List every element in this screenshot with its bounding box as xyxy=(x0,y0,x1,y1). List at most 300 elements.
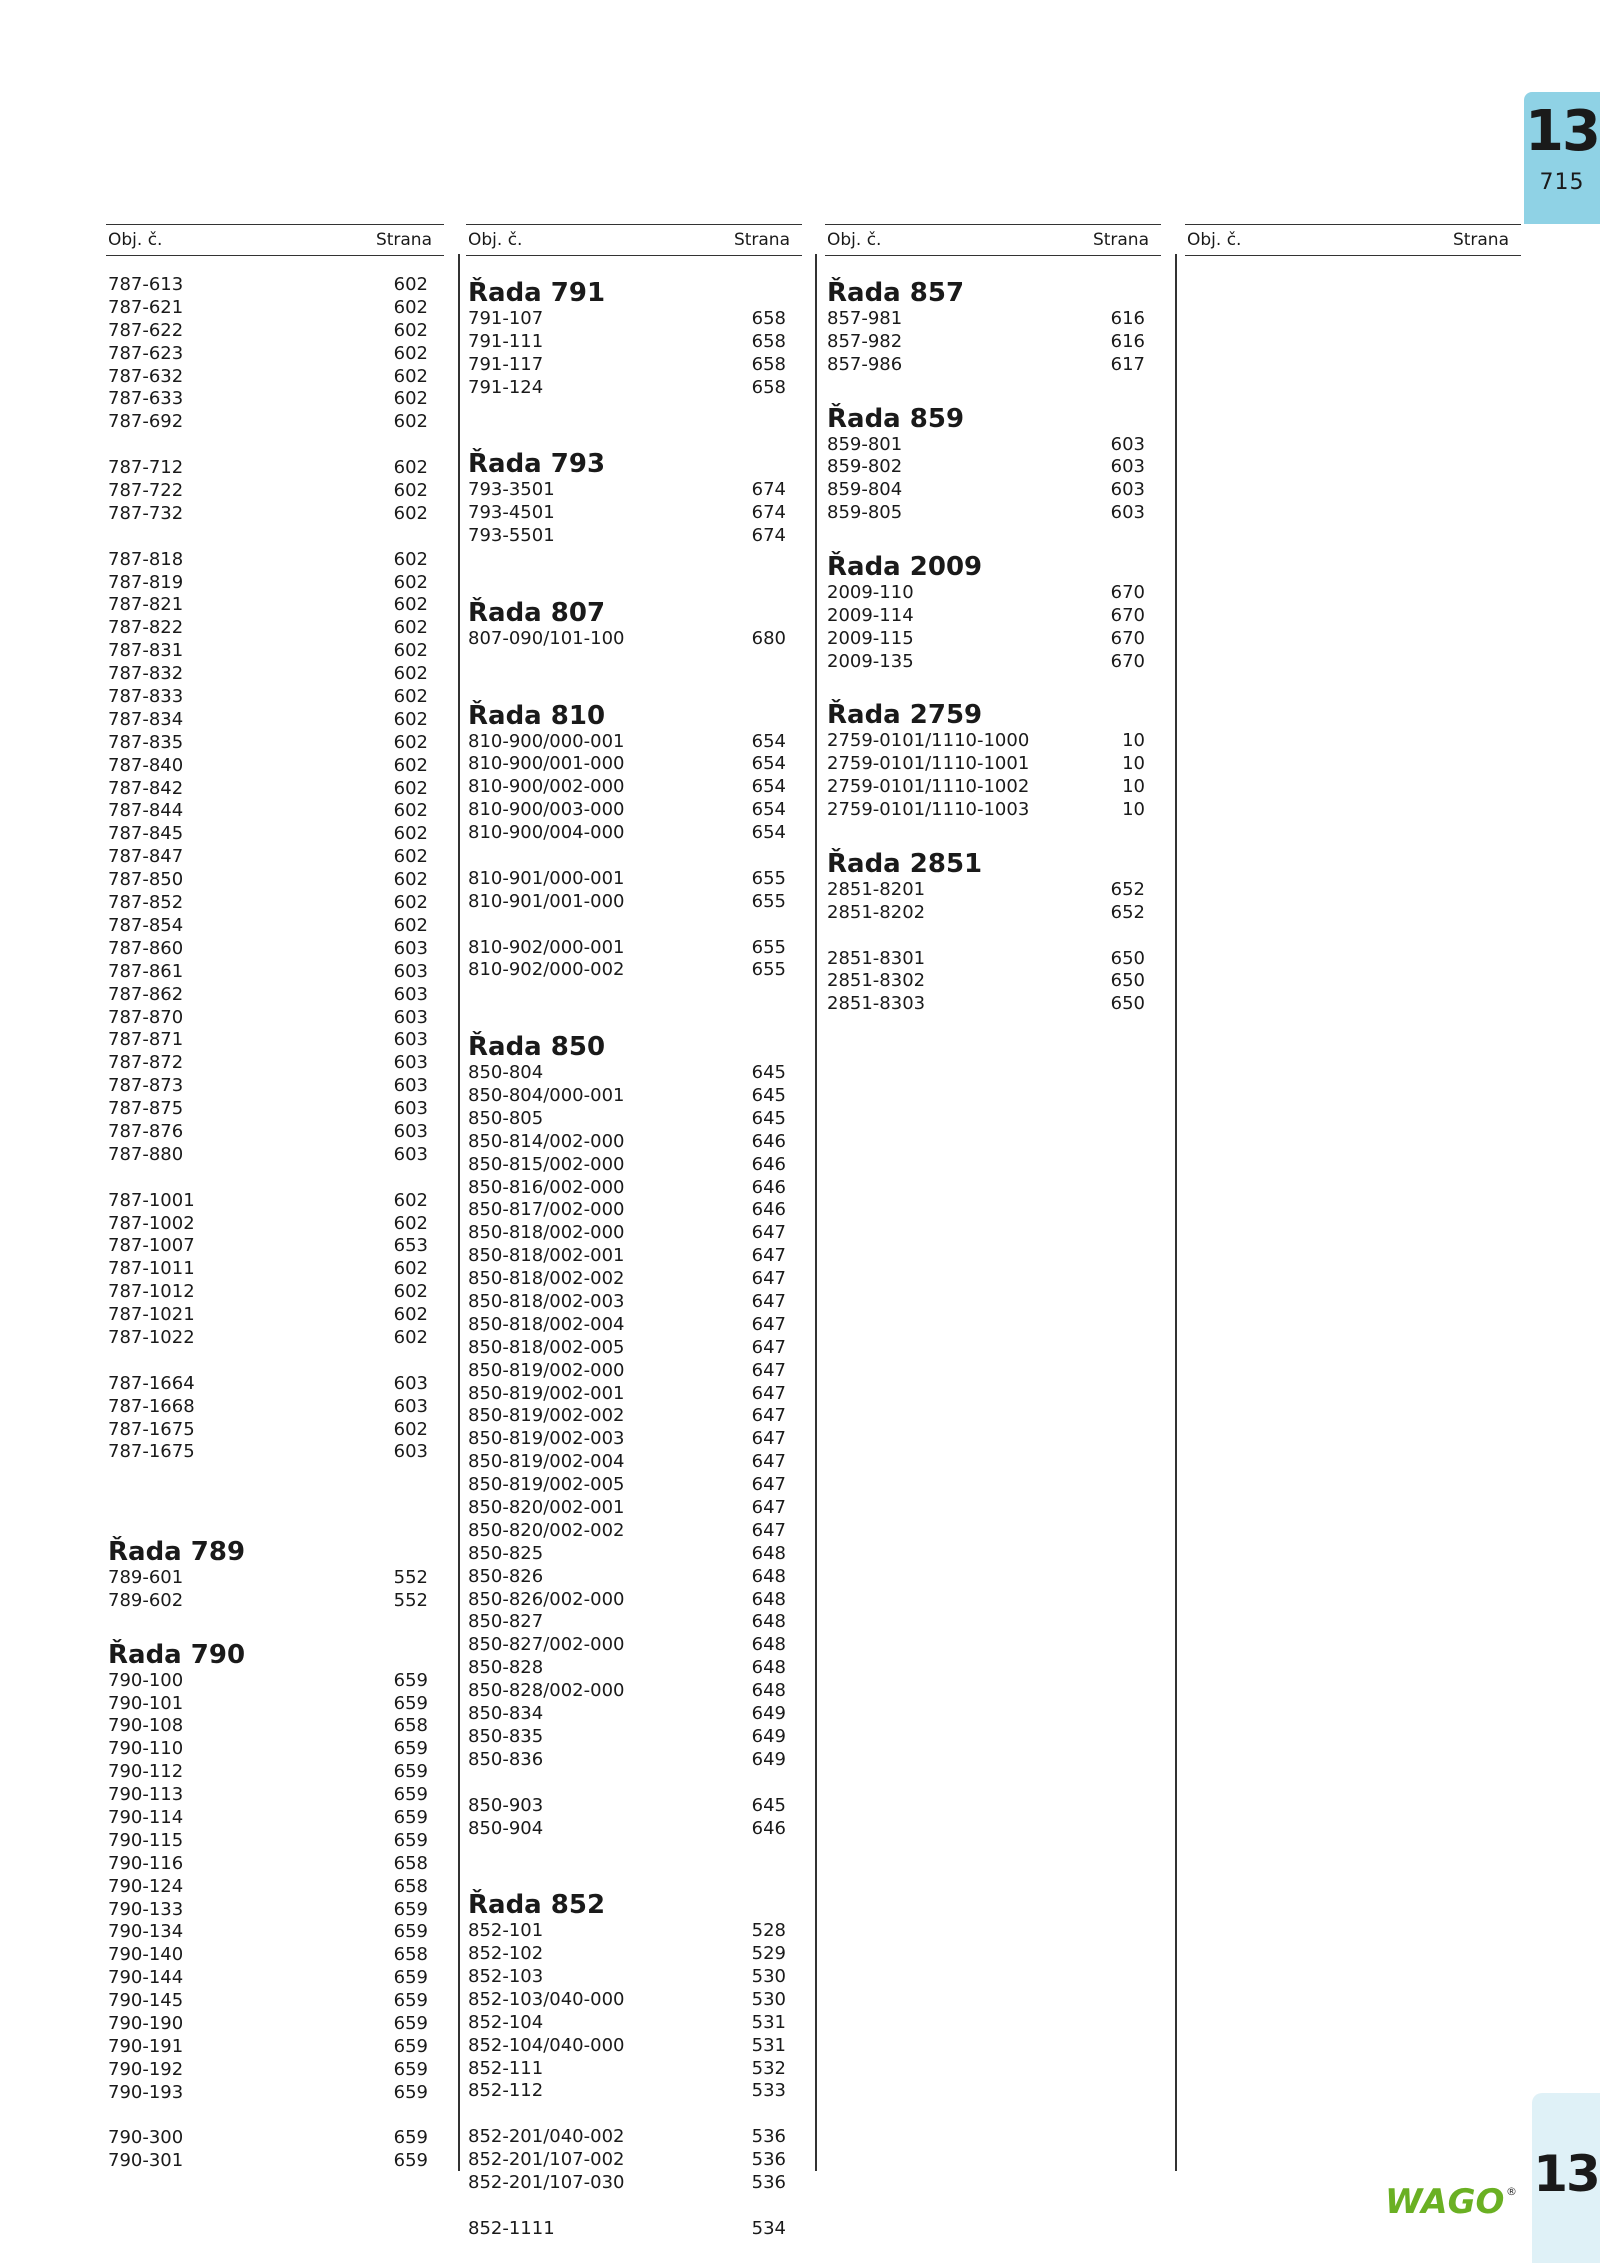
page-ref: 602 xyxy=(393,365,428,387)
index-row xyxy=(106,709,444,732)
block-gap xyxy=(825,525,1161,548)
order-code: 787-854 xyxy=(108,914,184,936)
index-row xyxy=(106,1396,444,1419)
page-ref: 649 xyxy=(751,1725,786,1747)
page-ref: 658 xyxy=(393,1852,428,1874)
code-header: Obj. č. xyxy=(108,230,163,250)
index-row xyxy=(825,308,1161,331)
code-header: Obj. č. xyxy=(468,230,523,250)
order-code: 850-825 xyxy=(468,1542,544,1564)
index-row xyxy=(825,605,1161,628)
index-row xyxy=(466,2058,802,2081)
page-ref: 536 xyxy=(751,2126,786,2148)
page-ref: 602 xyxy=(393,640,428,662)
page-ref: 602 xyxy=(393,457,428,479)
page-ref: 647 xyxy=(751,1519,786,1541)
page-ref: 659 xyxy=(393,2058,428,2080)
page-ref: 602 xyxy=(393,754,428,776)
page-ref: 602 xyxy=(393,388,428,410)
page-ref: 647 xyxy=(751,1222,786,1244)
page-ref: 602 xyxy=(393,914,428,936)
page-ref: 602 xyxy=(393,296,428,318)
order-code: 790-108 xyxy=(108,1715,184,1737)
order-code: 850-804/000-001 xyxy=(468,1085,625,1106)
order-code: 850-819/002-004 xyxy=(468,1451,625,1473)
order-code: 859-804 xyxy=(827,479,903,501)
series-heading: Řada 852 xyxy=(468,1890,606,1921)
order-code: 790-191 xyxy=(108,2035,184,2057)
page-ref: 645 xyxy=(751,1062,786,1084)
index-row xyxy=(466,1680,802,1703)
index-row xyxy=(106,663,444,686)
order-code: 850-836 xyxy=(468,1748,544,1770)
page-ref: 654 xyxy=(751,776,786,798)
order-code: 787-822 xyxy=(108,617,184,639)
block-gap xyxy=(825,377,1161,400)
wago-logo xyxy=(1385,2182,1517,2222)
page-ref: 534 xyxy=(751,2217,786,2239)
order-code: 787-622 xyxy=(108,319,184,341)
page-ref: 616 xyxy=(1110,308,1145,329)
index-row xyxy=(106,961,444,984)
index-row xyxy=(466,1268,802,1291)
page-ref: 654 xyxy=(751,799,786,821)
index-row xyxy=(106,1052,444,1075)
column-divider xyxy=(1175,254,1177,2171)
index-row xyxy=(466,308,802,331)
order-code: 810-901/001-000 xyxy=(468,890,625,912)
page-ref: 603 xyxy=(393,960,428,982)
order-code: 790-116 xyxy=(108,1852,184,1874)
page-ref: 602 xyxy=(393,1326,428,1348)
wago-logo-graphic xyxy=(1385,2182,1517,2222)
order-code: 790-301 xyxy=(108,2150,184,2172)
index-row xyxy=(825,993,1161,1016)
page-ref: 659 xyxy=(393,1967,428,1989)
index-row xyxy=(106,984,444,1007)
order-code: 852-1111 xyxy=(468,2217,555,2239)
order-code: 850-904 xyxy=(468,1817,544,1839)
index-row xyxy=(106,366,444,389)
page-ref: 530 xyxy=(751,1965,786,1987)
index-row xyxy=(825,479,1161,502)
index-row xyxy=(106,2036,444,2059)
order-code: 787-818 xyxy=(108,548,184,570)
order-code: 787-1022 xyxy=(108,1326,195,1348)
order-code: 850-818/002-001 xyxy=(468,1245,625,1267)
page-ref: 650 xyxy=(1110,993,1145,1015)
index-row xyxy=(106,1327,444,1350)
page-ref: 647 xyxy=(751,1405,786,1427)
index-row xyxy=(466,331,802,354)
series-heading: Řada 793 xyxy=(468,449,606,480)
page-ref: 650 xyxy=(1110,970,1145,992)
order-code: 810-901/000-001 xyxy=(468,867,625,889)
page-number: 715 xyxy=(1539,170,1585,195)
index-row xyxy=(466,1405,802,1428)
block-gap xyxy=(106,1464,444,1533)
column-header xyxy=(466,224,802,256)
order-code: 850-819/002-002 xyxy=(468,1405,625,1427)
order-code: 850-818/002-005 xyxy=(468,1336,625,1358)
order-code: 790-192 xyxy=(108,2058,184,2080)
order-code: 810-900/001-000 xyxy=(468,753,625,775)
index-row xyxy=(466,1474,802,1497)
index-row xyxy=(106,1807,444,1830)
index-row xyxy=(106,1098,444,1121)
page-ref: 646 xyxy=(751,1130,786,1152)
order-code: 850-816/002-000 xyxy=(468,1176,625,1198)
order-code: 790-124 xyxy=(108,1875,184,1897)
order-code: 790-193 xyxy=(108,2081,184,2103)
page-ref: 659 xyxy=(393,1921,428,1943)
page-ref: 528 xyxy=(751,1920,786,1942)
index-row xyxy=(106,594,444,617)
page-header: Strana xyxy=(375,230,432,250)
page-ref: 602 xyxy=(393,823,428,845)
page-ref: 659 xyxy=(393,2035,428,2057)
column-header xyxy=(1185,224,1521,256)
page-ref: 602 xyxy=(393,274,428,295)
page-ref: 654 xyxy=(751,730,786,752)
index-row xyxy=(466,2080,802,2103)
index-row xyxy=(106,1190,444,1213)
column-body xyxy=(1185,256,1521,274)
page-ref: 647 xyxy=(751,1359,786,1381)
index-row xyxy=(466,959,802,982)
page-ref: 530 xyxy=(751,1988,786,2010)
index-row xyxy=(106,1853,444,1876)
column-body xyxy=(825,256,1161,1016)
order-code: 787-847 xyxy=(108,846,184,868)
block-gap xyxy=(466,548,802,594)
page-ref: 602 xyxy=(393,411,428,433)
order-code: 787-1675 xyxy=(108,1441,195,1463)
index-row xyxy=(466,1818,802,1841)
page-header: Strana xyxy=(1092,230,1149,250)
order-code: 789-601 xyxy=(108,1567,184,1588)
index-row xyxy=(825,434,1161,457)
index-row xyxy=(106,617,444,640)
page-ref: 603 xyxy=(393,983,428,1005)
index-row xyxy=(106,1738,444,1761)
order-code: 787-623 xyxy=(108,342,184,364)
page-ref: 674 xyxy=(751,479,786,501)
index-row xyxy=(825,502,1161,525)
page-header: Strana xyxy=(1452,230,1509,250)
order-code: 857-981 xyxy=(827,308,903,329)
order-code: 790-134 xyxy=(108,1921,184,1943)
order-code: 852-101 xyxy=(468,1920,544,1942)
order-code: 850-819/002-003 xyxy=(468,1428,625,1450)
index-row xyxy=(106,1990,444,2013)
index-row xyxy=(466,1966,802,1989)
page-ref: 603 xyxy=(393,1098,428,1120)
block-gap xyxy=(466,651,802,697)
index-row xyxy=(466,822,802,845)
page-ref: 617 xyxy=(1110,353,1145,375)
page-ref: 603 xyxy=(393,1006,428,1028)
chapter-number-bottom: 13 xyxy=(1533,2145,1599,2203)
page-ref: 658 xyxy=(393,1875,428,1897)
order-code: 790-110 xyxy=(108,1738,184,1760)
index-row xyxy=(466,1943,802,1966)
series-heading: Řada 810 xyxy=(468,700,606,731)
order-code: 2851-8301 xyxy=(827,947,926,969)
index-row xyxy=(106,1830,444,1853)
page-ref: 648 xyxy=(751,1588,786,1610)
order-code: 852-103/040-000 xyxy=(468,1988,625,2010)
order-code: 787-870 xyxy=(108,1006,184,1028)
page-ref: 602 xyxy=(393,594,428,616)
page-ref: 532 xyxy=(751,2057,786,2079)
index-row xyxy=(106,343,444,366)
index-row xyxy=(466,1543,802,1566)
page-ref: 670 xyxy=(1110,582,1145,604)
index-row xyxy=(825,628,1161,651)
index-row xyxy=(466,1337,802,1360)
column-header xyxy=(106,224,444,256)
index-row xyxy=(106,778,444,801)
page-ref: 603 xyxy=(1110,433,1145,455)
page-ref: 658 xyxy=(751,376,786,398)
index-row xyxy=(106,1121,444,1144)
block-gap xyxy=(106,1613,444,1636)
page-ref: 602 xyxy=(393,663,428,685)
order-code: 850-817/002-000 xyxy=(468,1199,625,1221)
order-code: 790-100 xyxy=(108,1669,184,1691)
order-code: 810-902/000-001 xyxy=(468,936,625,958)
order-code: 857-982 xyxy=(827,330,903,352)
page-ref: 10 xyxy=(1122,730,1145,752)
page-ref: 602 xyxy=(393,800,428,822)
page-ref: 655 xyxy=(751,867,786,889)
order-code: 790-101 xyxy=(108,1692,184,1714)
order-code: 793-3501 xyxy=(468,479,555,501)
index-row xyxy=(466,1314,802,1337)
index-row xyxy=(466,1245,802,1268)
index-row xyxy=(466,2012,802,2035)
order-code: 850-818/002-000 xyxy=(468,1222,625,1244)
page-ref: 648 xyxy=(751,1634,786,1656)
index-column-1 xyxy=(106,224,444,2173)
page-ref: 646 xyxy=(751,1199,786,1221)
order-code: 793-4501 xyxy=(468,502,555,524)
index-row xyxy=(466,1749,802,1772)
page-ref: 602 xyxy=(393,708,428,730)
order-code: 850-818/002-002 xyxy=(468,1268,625,1290)
index-row xyxy=(466,753,802,776)
index-row xyxy=(106,2082,444,2105)
order-code: 852-111 xyxy=(468,2057,544,2079)
index-row xyxy=(106,1876,444,1899)
page-ref: 602 xyxy=(393,892,428,914)
index-row xyxy=(106,1304,444,1327)
page-ref: 602 xyxy=(393,1281,428,1303)
page-ref: 648 xyxy=(751,1611,786,1633)
page-ref: 647 xyxy=(751,1313,786,1335)
index-row xyxy=(825,730,1161,753)
page-ref: 602 xyxy=(393,1304,428,1326)
chapter-tab-bottom xyxy=(1532,2093,1600,2263)
order-code: 850-828 xyxy=(468,1657,544,1679)
order-code: 787-632 xyxy=(108,365,184,387)
index-row xyxy=(466,1062,802,1085)
order-code: 787-835 xyxy=(108,731,184,753)
page-ref: 602 xyxy=(393,617,428,639)
page-ref: 659 xyxy=(393,1807,428,1829)
index-row xyxy=(466,776,802,799)
order-code: 787-1668 xyxy=(108,1395,195,1417)
page-ref: 647 xyxy=(751,1451,786,1473)
order-code: 850-827/002-000 xyxy=(468,1634,625,1656)
page-ref: 655 xyxy=(751,959,786,981)
order-code: 790-133 xyxy=(108,1898,184,1920)
page-ref: 648 xyxy=(751,1542,786,1564)
index-row xyxy=(466,1497,802,1520)
block-gap xyxy=(466,400,802,446)
page-ref: 647 xyxy=(751,1245,786,1267)
page-ref: 603 xyxy=(393,1143,428,1165)
index-row xyxy=(106,1670,444,1693)
page-ref: 659 xyxy=(393,2127,428,2149)
order-code: 2009-114 xyxy=(827,604,914,626)
index-row xyxy=(466,525,802,548)
index-row xyxy=(466,868,802,891)
index-row xyxy=(106,457,444,480)
order-code: 790-113 xyxy=(108,1784,184,1806)
order-code: 787-840 xyxy=(108,754,184,776)
index-row xyxy=(106,1590,444,1613)
order-code: 859-802 xyxy=(827,456,903,478)
page-ref: 649 xyxy=(751,1748,786,1770)
index-row xyxy=(106,1784,444,1807)
index-row xyxy=(106,1899,444,1922)
order-code: 787-845 xyxy=(108,823,184,845)
page-ref: 670 xyxy=(1110,604,1145,626)
page-ref: 649 xyxy=(751,1703,786,1725)
page-ref: 533 xyxy=(751,2080,786,2102)
group-gap xyxy=(466,845,802,868)
order-code: 787-712 xyxy=(108,457,184,479)
page-ref: 654 xyxy=(751,753,786,775)
index-row xyxy=(466,1634,802,1657)
index-row xyxy=(466,2149,802,2172)
order-code: 810-902/000-002 xyxy=(468,959,625,981)
order-code: 2009-110 xyxy=(827,582,914,604)
order-code: 857-986 xyxy=(827,353,903,375)
page-ref: 602 xyxy=(393,777,428,799)
order-code: 787-833 xyxy=(108,686,184,708)
index-row xyxy=(106,2150,444,2173)
order-code: 790-115 xyxy=(108,1829,184,1851)
order-code: 2759-0101/1110-1003 xyxy=(827,799,1030,821)
page-ref: 603 xyxy=(1110,479,1145,501)
page-ref: 655 xyxy=(751,936,786,958)
page-ref: 536 xyxy=(751,2171,786,2193)
index-row xyxy=(106,1235,444,1258)
page-ref: 659 xyxy=(393,1898,428,1920)
order-code: 2009-135 xyxy=(827,650,914,672)
page-ref: 646 xyxy=(751,1176,786,1198)
page-ref: 603 xyxy=(393,1075,428,1097)
order-code: 850-819/002-005 xyxy=(468,1474,625,1496)
index-row xyxy=(466,502,802,525)
page-ref: 602 xyxy=(393,686,428,708)
order-code: 787-844 xyxy=(108,800,184,822)
page-ref: 680 xyxy=(751,627,786,649)
index-row xyxy=(106,755,444,778)
index-row xyxy=(466,731,802,754)
series-heading: Řada 857 xyxy=(827,278,965,308)
order-code: 810-900/003-000 xyxy=(468,799,625,821)
group-gap xyxy=(466,2103,802,2126)
group-gap xyxy=(106,2105,444,2128)
index-row xyxy=(106,1967,444,1990)
index-row xyxy=(825,456,1161,479)
page-ref: 602 xyxy=(393,1418,428,1440)
order-code: 850-828/002-000 xyxy=(468,1680,625,1702)
index-row xyxy=(106,2013,444,2036)
order-code: 787-722 xyxy=(108,480,184,502)
page-ref: 648 xyxy=(751,1657,786,1679)
page-ref: 674 xyxy=(751,525,786,547)
order-code: 787-871 xyxy=(108,1029,184,1051)
order-code: 810-900/002-000 xyxy=(468,776,625,798)
index-row xyxy=(106,1567,444,1590)
page-ref: 646 xyxy=(751,1153,786,1175)
index-row xyxy=(106,1761,444,1784)
series-heading: Řada 807 xyxy=(468,597,606,628)
index-row xyxy=(106,480,444,503)
page-ref: 603 xyxy=(393,1372,428,1394)
order-code: 852-201/107-002 xyxy=(468,2149,625,2171)
page-ref: 648 xyxy=(751,1565,786,1587)
index-row xyxy=(466,937,802,960)
block-gap xyxy=(466,1840,802,1886)
index-row xyxy=(466,1131,802,1154)
page-ref: 658 xyxy=(751,308,786,329)
index-row xyxy=(106,2059,444,2082)
order-code: 790-114 xyxy=(108,1807,184,1829)
index-row xyxy=(466,1199,802,1222)
order-code: 790-300 xyxy=(108,2127,184,2149)
registered-mark: ® xyxy=(1506,2185,1517,2198)
block-gap xyxy=(825,822,1161,845)
index-row xyxy=(106,1258,444,1281)
index-row xyxy=(106,1921,444,1944)
index-column-3 xyxy=(825,224,1161,1016)
page-ref: 658 xyxy=(751,330,786,352)
index-row xyxy=(825,879,1161,902)
page-ref: 650 xyxy=(1110,947,1145,969)
order-code: 852-104/040-000 xyxy=(468,2034,625,2056)
index-row xyxy=(466,377,802,400)
order-code: 787-861 xyxy=(108,960,184,982)
page-ref: 602 xyxy=(393,1189,428,1211)
index-row xyxy=(466,1989,802,2012)
index-row xyxy=(466,2218,802,2241)
order-code: 850-834 xyxy=(468,1703,544,1725)
order-code: 2009-115 xyxy=(827,627,914,649)
page-header: Strana xyxy=(733,230,790,250)
order-code: 850-819/002-001 xyxy=(468,1382,625,1404)
order-code: 787-873 xyxy=(108,1075,184,1097)
index-row xyxy=(466,891,802,914)
page-ref: 654 xyxy=(751,822,786,844)
page-ref: 10 xyxy=(1122,799,1145,821)
index-row xyxy=(106,732,444,755)
